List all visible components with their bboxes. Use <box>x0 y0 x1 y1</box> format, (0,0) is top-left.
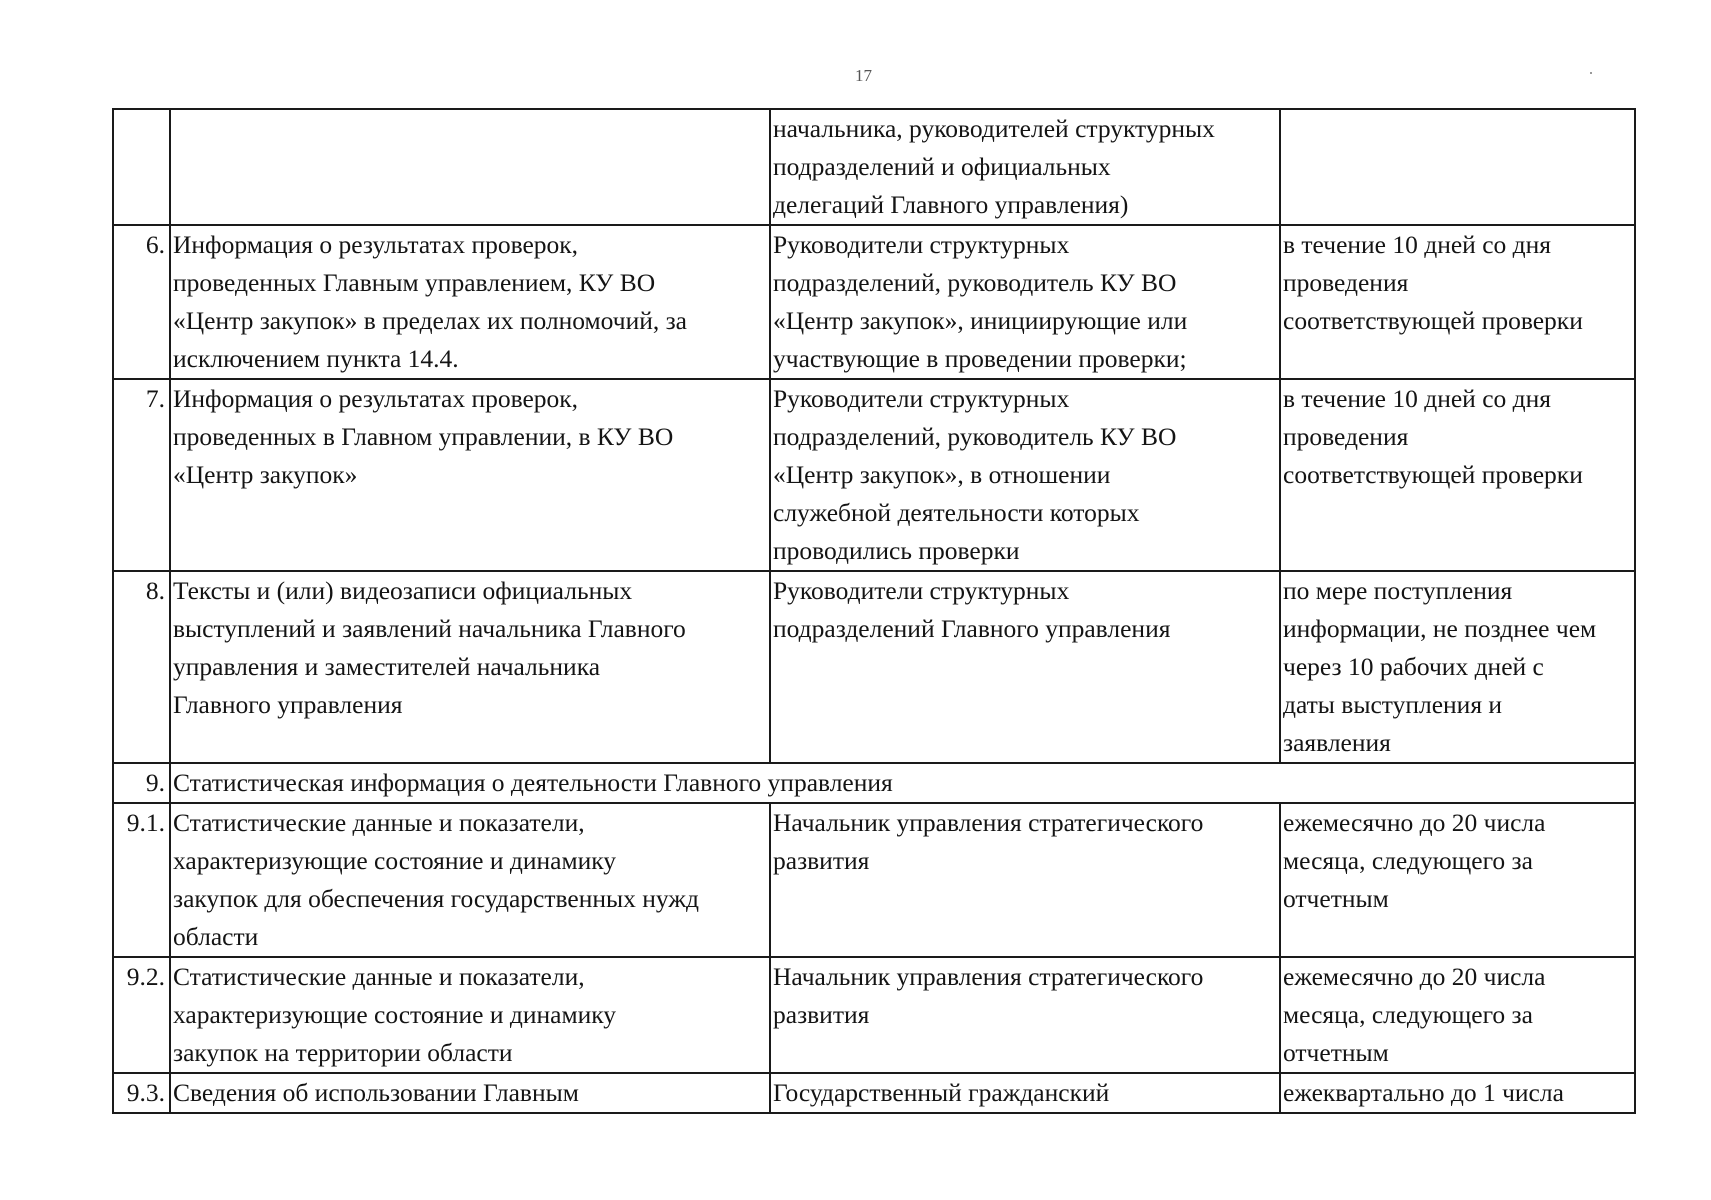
responsible-cell: начальника, руководителей структурных подразделений и официальных делегаций Главного управления) <box>770 109 1280 225</box>
deadline-cell: ежемесячно до 20 числа месяца, следующего за отчетным <box>1280 803 1635 957</box>
deadline-cell: ежемесячно до 20 числа месяца, следующего за отчетным <box>1280 957 1635 1073</box>
info-cell: Тексты и (или) видеозаписи официальных выступлений и заявлений начальника Главного управления и заместителей начальника Главного управления <box>170 571 770 763</box>
row-number <box>113 109 170 225</box>
table-row <box>113 571 1635 763</box>
responsible-cell: Государственный гражданский <box>770 1073 1280 1113</box>
responsible-cell: Руководители структурных подразделений Главного управления <box>770 571 1280 763</box>
info-cell: Статистические данные и показатели, характеризующие состояние и динамику закупок на территории области <box>170 957 770 1073</box>
responsible-cell: Руководители структурных подразделений, руководитель КУ ВО «Центр закупок», инициирующие или участвующие в проведении проверки; <box>770 225 1280 379</box>
table-row <box>113 803 1635 957</box>
responsible-cell: Руководители структурных подразделений, руководитель КУ ВО «Центр закупок», в отношении служебной деятельности которых проводились проверки <box>770 379 1280 571</box>
info-cell: Информация о результатах проверок, проведенных Главным управлением, КУ ВО «Центр закупок» в пределах их полномочий, за исключением пункта 14.4. <box>170 225 770 379</box>
info-cell: Сведения об использовании Главным <box>170 1073 770 1113</box>
responsible-cell: Начальник управления стратегического развития <box>770 957 1280 1073</box>
deadline-cell <box>1280 109 1635 225</box>
info-cell: Информация о результатах проверок, проведенных в Главном управлении, в КУ ВО «Центр закупок» <box>170 379 770 571</box>
row-number: 9.2. <box>113 957 170 1073</box>
info-cell <box>170 109 770 225</box>
responsible-cell: Начальник управления стратегического развития <box>770 803 1280 957</box>
table-row <box>113 109 1635 225</box>
section-number: 9. <box>113 763 170 803</box>
table-row <box>113 379 1635 571</box>
info-cell: Статистические данные и показатели, характеризующие состояние и динамику закупок для обеспечения государственных нужд области <box>170 803 770 957</box>
table-row <box>113 957 1635 1073</box>
table-row <box>113 1073 1635 1113</box>
deadline-cell: ежеквартально до 1 числа <box>1280 1073 1635 1113</box>
deadline-cell: по мере поступления информации, не позднее чем через 10 рабочих дней с даты выступления и заявления <box>1280 571 1635 763</box>
deadline-cell: в течение 10 дней со дня проведения соответствующей проверки <box>1280 225 1635 379</box>
row-number: 9.1. <box>113 803 170 957</box>
section-title: Статистическая информация о деятельности Главного управления <box>170 763 1635 803</box>
deadline-cell: в течение 10 дней со дня проведения соответствующей проверки <box>1280 379 1635 571</box>
page-number: 17 <box>855 66 872 85</box>
table-row <box>113 225 1635 379</box>
section-row <box>113 763 1635 803</box>
row-number: 7. <box>113 379 170 571</box>
information-table <box>112 108 1636 1114</box>
row-number: 6. <box>113 225 170 379</box>
row-number: 8. <box>113 571 170 763</box>
scan-speck <box>1590 72 1592 74</box>
row-number: 9.3. <box>113 1073 170 1113</box>
